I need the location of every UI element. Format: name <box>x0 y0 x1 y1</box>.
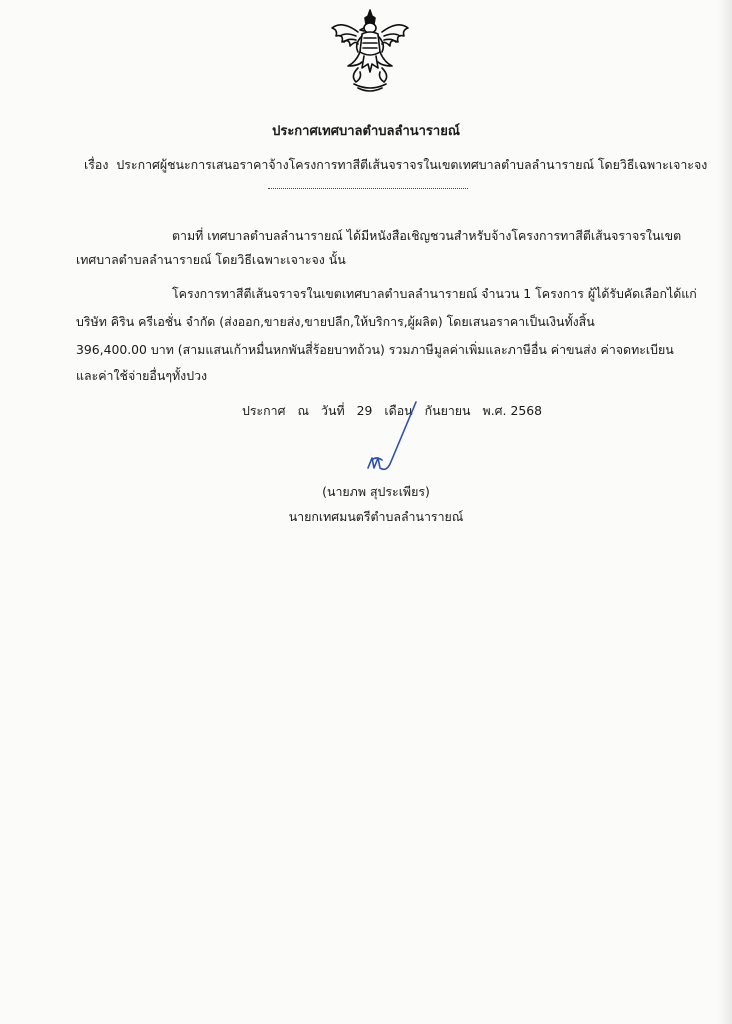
dotted-divider <box>268 188 468 189</box>
paragraph2-line3: 396,400.00 บาท (สามแสนเก้าหมื่นหกพันสี่ร้อยบาทถ้วน) รวมภาษีมูลค่าเพิ่มและภาษีอื่น ค่าขนส่ง ค่าจดทะเบียน <box>76 342 674 357</box>
paragraph2-line4: และค่าใช้จ่ายอื่นๆทั้งปวง <box>76 368 208 383</box>
subject-label: เรื่อง <box>84 157 109 172</box>
date-announced-label: ประกาศ <box>242 403 286 418</box>
date-year: 2568 <box>510 403 542 418</box>
date-month: กันยายน <box>424 403 471 418</box>
date-at-label: ณ <box>297 403 310 418</box>
paragraph1-line2: เทศบาลตำบลลำนารายณ์ โดยวิธีเฉพาะเจาะจง นั้น <box>76 252 346 267</box>
subject-text: ประกาศผู้ชนะการเสนอราคาจ้างโครงการทาสีตีเส้นจราจรในเขตเทศบาลตำบลลำนารายณ์ โดยวิธีเฉพาะเจาะจง <box>116 157 708 172</box>
paragraph1-line1: ตามที่ เทศบาลตำบลลำนารายณ์ ได้มีหนังสือเชิญชวนสำหรับจ้างโครงการทาสีตีเส้นจราจรในเขต <box>172 228 682 243</box>
date-era: พ.ศ. <box>482 403 507 418</box>
document-title: ประกาศเทศบาลตำบลลำนารายณ์ <box>272 124 460 139</box>
signer-position: นายกเทศมนตรีตำบลลำนารายณ์ <box>288 509 464 524</box>
signer-name: (นายภพ สุประเพียร) <box>322 484 430 499</box>
signature-icon <box>360 398 430 478</box>
subject-line <box>84 156 707 175</box>
paragraph2-line1: โครงการทาสีตีเส้นจราจรในเขตเทศบาลตำบลลำนารายณ์ จำนวน 1 โครงการ ผู้ได้รับคัดเลือกได้แก่ <box>172 286 697 301</box>
date-day: 29 <box>356 403 373 418</box>
garuda-emblem-icon <box>328 6 412 94</box>
date-day-label: วันที่ <box>321 403 345 418</box>
paragraph2-line2: บริษัท คิริน ครีเอชั่น จำกัด (ส่งออก,ขายส่ง,ขายปลีก,ให้บริการ,ผู้ผลิต) โดยเสนอราคาเป็นเงินทั้งสิ้น <box>76 314 595 329</box>
date-month-label: เดือน <box>384 403 413 418</box>
